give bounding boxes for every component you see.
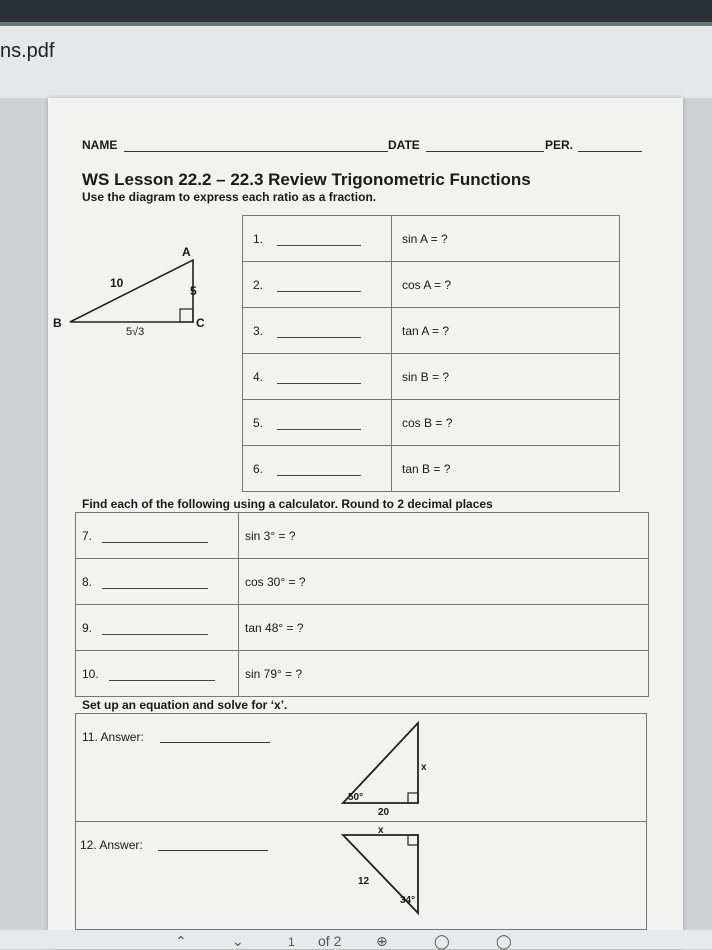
- triangle-11-right-angle: [408, 793, 418, 803]
- ratio-row: [243, 262, 620, 308]
- hypotenuse-label: 10: [110, 276, 124, 290]
- calculator-number: 10.: [82, 666, 99, 681]
- ratio-answer-cell[interactable]: [243, 446, 392, 492]
- ratio-question-cell: cos A = ?: [392, 262, 620, 308]
- ratio-number: 3.: [253, 323, 264, 338]
- calculator-answer-cell[interactable]: [76, 605, 239, 651]
- right-angle-marker: [180, 309, 193, 322]
- name-label: NAME: [82, 138, 118, 152]
- viewer-bottom-bar: [0, 930, 712, 949]
- side-bc-label: 5√3: [126, 326, 145, 338]
- top-bar: [0, 0, 712, 22]
- calculator-table: [75, 512, 649, 697]
- triangle-11: [343, 723, 418, 803]
- name-line[interactable]: [124, 151, 388, 152]
- question-12-answer-line[interactable]: [158, 850, 268, 851]
- chevron-up-icon[interactable]: ⌃: [175, 933, 187, 949]
- ratio-answer-cell[interactable]: [243, 262, 392, 308]
- ratio-question-cell: tan B = ?: [392, 446, 620, 492]
- pdf-page: [48, 98, 683, 949]
- triangle-12-side: 12: [358, 876, 370, 887]
- ratio-question-cell: sin B = ?: [392, 354, 620, 400]
- ratio-answer-line[interactable]: [277, 245, 361, 246]
- calculator-answer-line[interactable]: [102, 588, 208, 589]
- ratio-answer-cell[interactable]: [243, 354, 392, 400]
- triangle-12-x: x: [378, 825, 384, 836]
- ratio-answer-line[interactable]: [277, 429, 361, 430]
- ratio-answer-cell[interactable]: [243, 308, 392, 354]
- calculator-answer-line[interactable]: [109, 680, 215, 681]
- ratio-number: 4.: [253, 369, 264, 384]
- calculator-row: [76, 605, 649, 651]
- question-12-label: 12. Answer:: [80, 838, 143, 852]
- ratio-row: [243, 216, 620, 262]
- calculator-number: 8.: [82, 574, 93, 589]
- date-line[interactable]: [426, 151, 544, 152]
- per-label: PER.: [545, 138, 574, 152]
- calculator-question-cell: tan 48° = ?: [239, 605, 649, 651]
- per-line[interactable]: [578, 151, 642, 152]
- calculator-question-cell: sin 79° = ?: [239, 651, 649, 697]
- ratio-table: [242, 215, 620, 492]
- calculator-question-cell: cos 30° = ?: [239, 559, 649, 605]
- triangle-abc: [70, 260, 193, 322]
- calculator-row: [76, 651, 649, 697]
- question-11-label: 11. Answer:: [82, 730, 144, 744]
- calculator-answer-cell[interactable]: [76, 513, 239, 559]
- ratio-number: 2.: [253, 277, 264, 292]
- file-name: ns.pdf: [0, 40, 55, 62]
- ratio-question-cell: cos B = ?: [392, 400, 620, 446]
- calculator-row: [76, 513, 649, 559]
- vertex-c: C: [196, 316, 205, 330]
- ratio-question-cell: sin A = ?: [392, 216, 620, 262]
- ratio-row: [243, 308, 620, 354]
- chevron-down-icon[interactable]: ⌄: [232, 933, 244, 949]
- ratio-answer-line[interactable]: [277, 383, 361, 384]
- page-count: of 2: [318, 933, 342, 949]
- ratio-number: 6.: [253, 461, 264, 476]
- triangle-12-right-angle: [408, 835, 418, 845]
- triangle-12-angle: 34°: [400, 895, 416, 906]
- zoom-in-icon[interactable]: ⊕: [376, 933, 388, 949]
- equation-triangles: [338, 713, 448, 928]
- calculator-answer-line[interactable]: [102, 634, 208, 635]
- ratio-question-cell: tan A = ?: [392, 308, 620, 354]
- equation-heading: Set up an equation and solve for ‘x’.: [82, 698, 288, 712]
- ratio-number: 5.: [253, 415, 264, 430]
- calculator-question-cell: sin 3° = ?: [239, 513, 649, 559]
- zoom-out-icon[interactable]: ◯: [434, 933, 450, 949]
- calculator-number: 7.: [82, 528, 93, 543]
- calculator-answer-cell[interactable]: [76, 559, 239, 605]
- calculator-row: [76, 559, 649, 605]
- ratio-answer-line[interactable]: [277, 475, 361, 476]
- page-number[interactable]: 1: [288, 935, 295, 949]
- question-11-answer-line[interactable]: [160, 742, 270, 743]
- ratio-number: 1.: [253, 231, 264, 246]
- calculator-answer-cell[interactable]: [76, 651, 239, 697]
- ratio-answer-cell[interactable]: [243, 216, 392, 262]
- side-ac-label: 5: [190, 284, 197, 298]
- ratio-row: [243, 354, 620, 400]
- calculator-heading: Find each of the following using a calculator. Round to 2 decimal places: [82, 497, 493, 511]
- fit-page-icon[interactable]: ◯: [496, 933, 512, 949]
- ratio-row: [243, 400, 620, 446]
- triangle-11-base: 20: [378, 807, 390, 818]
- ratio-answer-line[interactable]: [277, 337, 361, 338]
- viewer-toolbar: [0, 26, 712, 98]
- date-label: DATE: [388, 138, 420, 152]
- worksheet-instruction: Use the diagram to express each ratio as a fraction.: [82, 190, 377, 204]
- vertex-a: A: [182, 245, 191, 259]
- triangle-11-angle: 50°: [348, 792, 364, 803]
- calculator-number: 9.: [82, 620, 93, 635]
- ratio-row: [243, 446, 620, 492]
- triangle-11-x: x: [421, 762, 427, 773]
- worksheet-title: WS Lesson 22.2 – 22.3 Review Trigonometric Functions: [82, 170, 531, 189]
- ratio-answer-cell[interactable]: [243, 400, 392, 446]
- vertex-b: B: [53, 316, 62, 330]
- ratio-answer-line[interactable]: [277, 291, 361, 292]
- calculator-answer-line[interactable]: [102, 542, 208, 543]
